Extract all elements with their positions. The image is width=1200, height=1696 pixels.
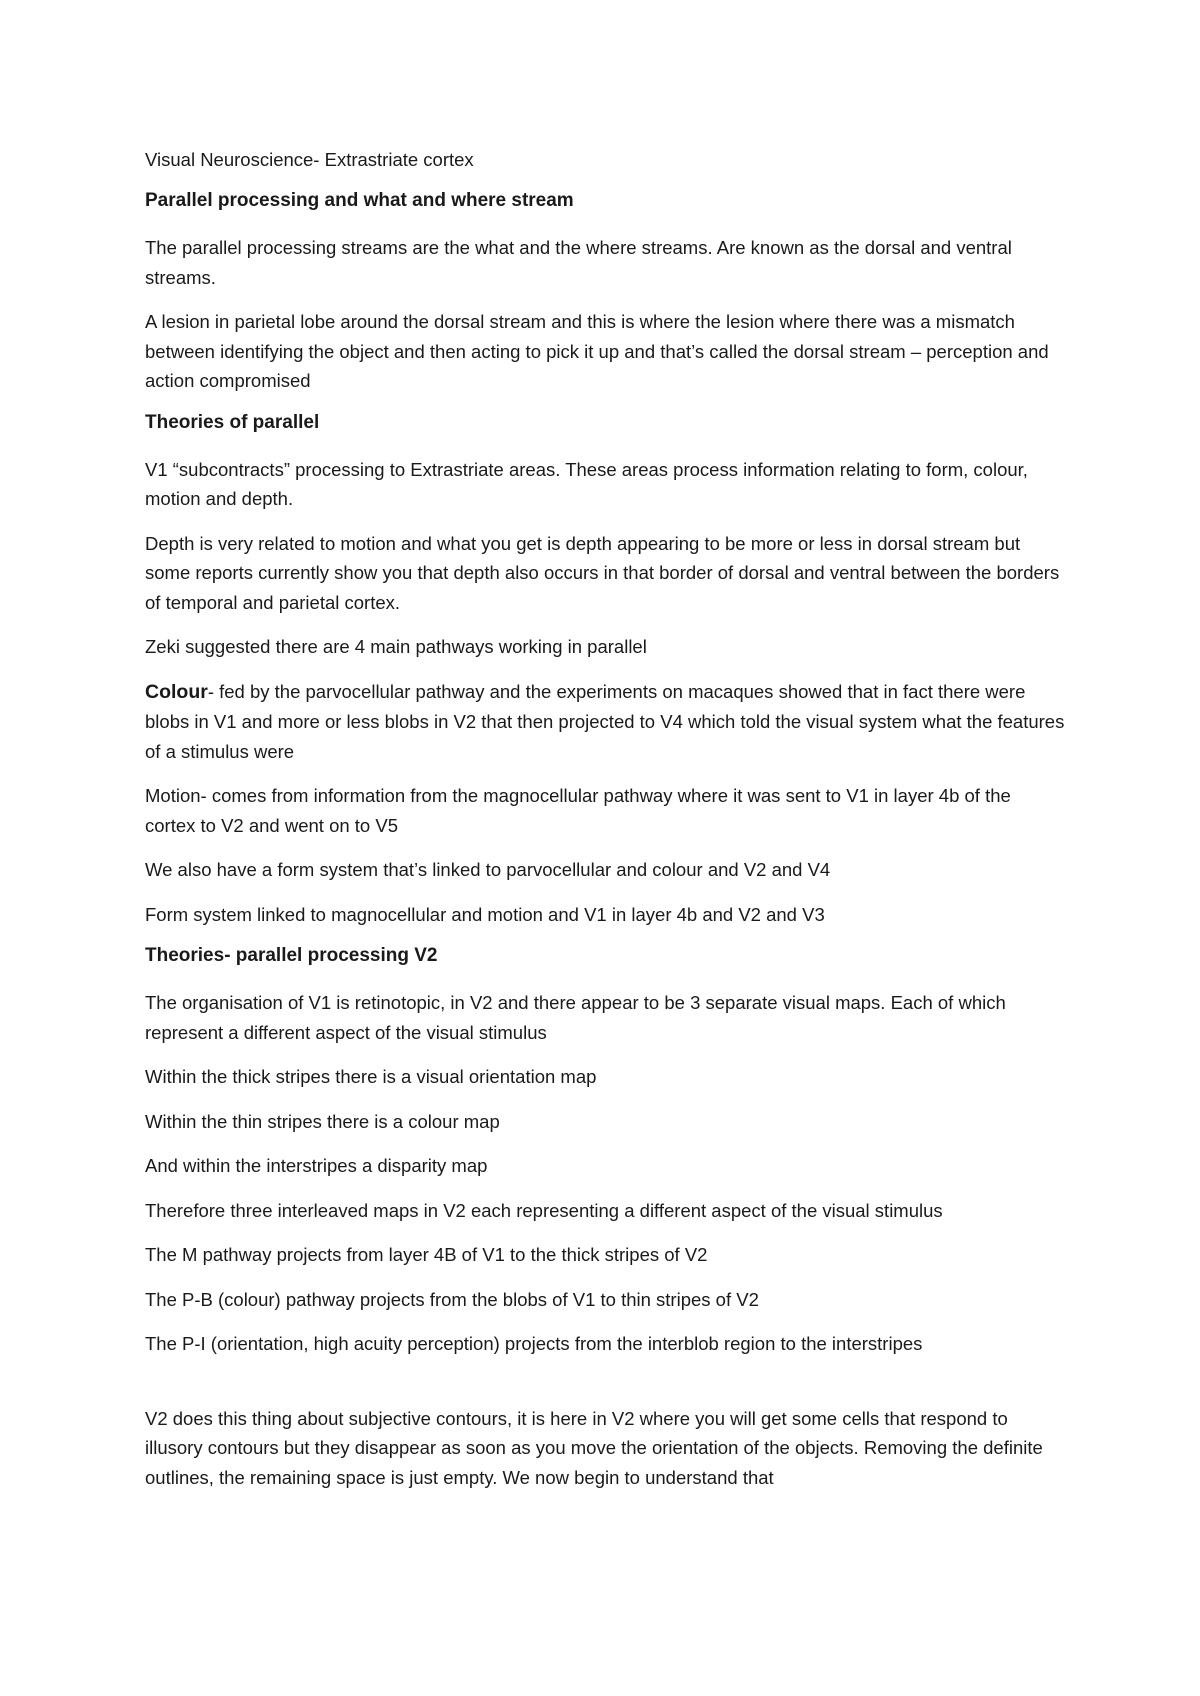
colour-lead-term: Colour	[145, 680, 208, 703]
blank-line	[145, 1374, 1065, 1404]
paragraph: The P-I (orientation, high acuity perception) projects from the interblob region to the interstripes	[145, 1333, 923, 1354]
paragraph: Depth is very related to motion and what you get is depth appearing to be more or less in dorsal stream but some reports currently show you that depth also occurs in that border of dorsal and ventral between the borders of temporal and parietal cortex.	[145, 532, 1060, 613]
paragraph: Zeki suggested there are 4 main pathways working in parallel	[145, 636, 647, 657]
paragraph: A lesion in parietal lobe around the dorsal stream and this is where the lesion where there was a mismatch between identifying the object and then acting to pick it up and that’s called the dorsal stream – perception and action compromised	[145, 311, 1049, 391]
paragraph: We also have a form system that’s linked to parvocellular and colour and V2 and V4	[145, 859, 831, 880]
section-heading-parallel-processing: Parallel processing and what and where stream	[145, 190, 574, 211]
paragraph: The parallel processing streams are the what and the where streams. Are known as the dorsal and ventral streams.	[145, 237, 1012, 288]
section-heading-theories-of-parallel: Theories of parallel	[145, 411, 320, 433]
paragraph: Motion- comes from information from the magnocellular pathway where it was sent to V1 in layer 4b of the cortex to V2 and went on to V5	[145, 785, 1011, 836]
paragraph: The M pathway projects from layer 4B of V1 to the thick stripes of V2	[145, 1244, 708, 1265]
paragraph-colour	[145, 677, 1065, 767]
document-page	[145, 148, 1065, 1507]
paragraph: And within the interstripes a disparity map	[145, 1155, 488, 1176]
section-heading-theories-v2: Theories- parallel processing V2	[145, 945, 438, 966]
paragraph: The P-B (colour) pathway projects from the blobs of V1 to thin stripes of V2	[145, 1288, 759, 1310]
paragraph: V1 “subcontracts” processing to Extrastriate areas. These areas process information relating to form, colour, motion and depth.	[145, 458, 1028, 509]
paragraph: Form system linked to magnocellular and motion and V1 in layer 4b and V2 and V3	[145, 903, 825, 925]
paragraph: V2 does this thing about subjective contours, it is here in V2 where you will get some cells that respond to illusory contours but they disappear as soon as you move the orientation of the objects. Removing the definite outlines, the remaining space is just empty. We now begin to understand that	[145, 1407, 1043, 1488]
colour-description: - fed by the parvocellular pathway and the experiments on macaques showed that in fact there were blobs in V1 and more or less blobs in V2 that then projected to V4 which told the visual system what the features of a stimulus were	[145, 680, 1065, 762]
paragraph: The organisation of V1 is retinotopic, in V2 and there appear to be 3 separate visual maps. Each of which represent a different aspect of the visual stimulus	[145, 992, 1006, 1043]
paragraph: Therefore three interleaved maps in V2 each representing a different aspect of the visual stimulus	[145, 1199, 943, 1221]
paragraph: Within the thick stripes there is a visual orientation map	[145, 1066, 597, 1087]
paragraph: Within the thin stripes there is a colour map	[145, 1110, 500, 1132]
document-title: Visual Neuroscience- Extrastriate cortex	[145, 149, 474, 170]
